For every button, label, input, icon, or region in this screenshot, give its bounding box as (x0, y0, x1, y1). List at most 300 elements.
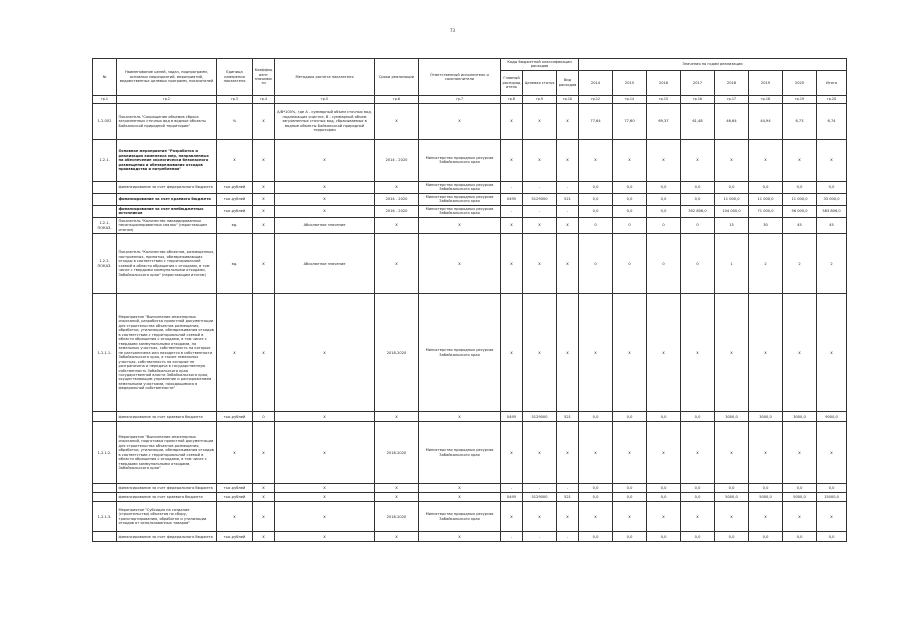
row-period-cell: X (375, 103, 419, 139)
row-year-value-cell: 11 000,0 (715, 193, 749, 205)
row-cs-cell: X (523, 502, 557, 532)
row-unit-cell: X (217, 422, 253, 484)
header-year: 2017 (681, 70, 715, 95)
row-year-value-cell: 0,0 (613, 193, 647, 205)
row-year-value-cell: X (613, 294, 647, 412)
row-coef-cell: X (253, 502, 275, 532)
row-period-cell: X (375, 532, 419, 542)
row-method-cell: X (275, 193, 375, 205)
row-executor-cell: Министерство природных ресурсов Забайкальского края (419, 422, 501, 484)
row-name-cell: финансирование за счет федерального бюджета (117, 532, 217, 542)
row-year-value-cell: 0 (579, 234, 613, 294)
table-row (93, 139, 847, 181)
header-total: Итого (817, 70, 847, 95)
row-period-cell: X (375, 412, 419, 422)
row-executor-cell: X (419, 532, 501, 542)
column-number: гр.15 (647, 95, 681, 103)
row-year-value-cell: X (749, 502, 783, 532)
header-name: Наименование целей, задач, подпрограмм, основных мероприятий, мероприятий, ведомственных целевых программ, показателей (117, 59, 217, 96)
row-year-value-cell: 0,0 (647, 412, 681, 422)
row-cs-cell: - (523, 205, 557, 217)
row-vr-cell: X (557, 217, 579, 233)
row-year-value-cell: 0,0 (647, 532, 681, 542)
row-total-cell: 9000,0 (817, 412, 847, 422)
row-gr-cell: - (501, 181, 523, 193)
table-row (93, 502, 847, 532)
row-name-cell: Показатель "Сокращение объемов сброса загрязненных сточных вод в водные объекты Байкальской природной территории" (117, 103, 217, 139)
row-year-value-cell: 2 (749, 234, 783, 294)
row-total-cell: 33 000,0 (817, 193, 847, 205)
row-year-value-cell: 0,0 (681, 412, 715, 422)
row-year-value-cell: 0,0 (715, 484, 749, 493)
row-total-cell: X (817, 502, 847, 532)
row-year-value-cell: X (647, 502, 681, 532)
row-vr-cell: X (557, 502, 579, 532)
row-coef-cell: X (253, 493, 275, 502)
row-executor-cell: Министерство природных ресурсов Забайкальского края (419, 502, 501, 532)
row-vr-cell: X (557, 103, 579, 139)
row-year-value-cell: 0,0 (579, 205, 613, 217)
header-period: Сроки реализации (375, 59, 419, 96)
column-number: гр.9 (523, 95, 557, 103)
row-method-cell: A/B*100%, где A - суммарный объем сточных вод, подлежащих очистке, B - суммарный объем загрязненных сточных вод, сбрасываемых в водные объекты Байкальской природной территории (275, 103, 375, 139)
row-year-value-cell: 45 (783, 217, 817, 233)
row-year-value-cell: X (715, 422, 749, 484)
row-coef-cell: X (253, 484, 275, 493)
row-year-value-cell: X (579, 502, 613, 532)
row-year-value-cell: 3000,0 (749, 412, 783, 422)
row-cs-cell: X (523, 294, 557, 412)
row-year-value-cell: X (783, 422, 817, 484)
row-year-value-cell: X (647, 294, 681, 412)
row-year-value-cell: X (613, 422, 647, 484)
row-coef-cell: X (253, 532, 275, 542)
row-period-cell: 2014 - 2020 (375, 193, 419, 205)
row-period-cell: X (375, 217, 419, 233)
row-vr-cell: 521 (557, 412, 579, 422)
row-period-cell: X (375, 493, 419, 502)
row-year-value-cell: 0,0 (681, 181, 715, 193)
row-gr-cell: X (501, 234, 523, 294)
column-number: гр.14 (613, 95, 647, 103)
row-year-value-cell: 71 000,0 (749, 205, 783, 217)
row-executor-cell: Министерство природных ресурсов Забайкальского края (419, 205, 501, 217)
row-year-value-cell: 77,60 (613, 103, 647, 139)
column-number: гр.5 (275, 95, 375, 103)
table-row (93, 532, 847, 542)
row-vr-cell: - (557, 181, 579, 193)
row-year-value-cell: 0,0 (647, 493, 681, 502)
row-executor-cell: X (419, 493, 501, 502)
row-method-cell: X (275, 205, 375, 217)
row-method-cell: X (275, 484, 375, 493)
row-coef-cell: X (253, 234, 275, 294)
row-year-value-cell: X (783, 139, 817, 181)
row-method-cell: X (275, 181, 375, 193)
row-unit-cell: X (217, 502, 253, 532)
row-year-value-cell: 0,0 (681, 532, 715, 542)
row-year-value-cell: X (681, 139, 715, 181)
row-unit-cell: тыс.рублей (217, 181, 253, 193)
row-number-cell (93, 205, 117, 217)
row-unit-cell: тыс.рублей (217, 193, 253, 205)
row-year-value-cell: 0,0 (579, 532, 613, 542)
row-year-value-cell: 0,0 (681, 484, 715, 493)
row-unit-cell: X (217, 139, 253, 181)
table-row (93, 422, 847, 484)
row-name-cell: Мероприятие "Субсидия на создание (строительство) объектов по сбору, транспортированию, обработке и утилизации отходов от использованных товаров" (117, 502, 217, 532)
column-number: гр.18 (749, 95, 783, 103)
column-number: гр.4 (253, 95, 275, 103)
row-year-value-cell: 1 (715, 234, 749, 294)
header-num: № (93, 59, 117, 96)
row-coef-cell: X (253, 217, 275, 233)
column-number: гр.1 (93, 95, 117, 103)
row-year-value-cell: X (783, 502, 817, 532)
row-year-value-cell: 46,64 (715, 103, 749, 139)
row-vr-cell: 521 (557, 493, 579, 502)
row-year-value-cell: X (681, 294, 715, 412)
row-year-value-cell: 0,0 (681, 493, 715, 502)
header-year: 2018 (715, 70, 749, 95)
row-year-value-cell: 0,0 (647, 484, 681, 493)
row-unit-cell: % (217, 103, 253, 139)
column-number: гр.7 (419, 95, 501, 103)
row-coef-cell: X (253, 205, 275, 217)
row-number-cell: 1.2.2. ПОКАЗ. (93, 234, 117, 294)
row-year-value-cell: 77,64 (579, 103, 613, 139)
row-year-value-cell: X (681, 502, 715, 532)
row-vr-cell: X (557, 422, 579, 484)
table-row (93, 234, 847, 294)
table-row (93, 181, 847, 193)
row-executor-cell: Министерство природных ресурсов Забайкальского края (419, 181, 501, 193)
header-cs: Целевая статья (523, 70, 557, 95)
row-vr-cell: X (557, 139, 579, 181)
row-year-value-cell: 0,0 (715, 181, 749, 193)
row-name-cell: финансирование за счет краевого бюджета (117, 493, 217, 502)
row-vr-cell: - (557, 484, 579, 493)
row-method-cell: X (275, 294, 375, 412)
row-vr-cell: X (557, 294, 579, 412)
row-year-value-cell: 0,0 (613, 532, 647, 542)
row-gr-cell: - (501, 205, 523, 217)
row-name-cell: финансирование за счет федерального бюджета (117, 484, 217, 493)
row-method-cell: Абсолютное значение (275, 217, 375, 233)
row-name-cell: финансирование за счет краевого бюджета (117, 412, 217, 422)
row-executor-cell: Министерство природных ресурсов Забайкальского края (419, 139, 501, 181)
row-name-cell: Показатель "Количество объектов, размещенных, построенных, принятых, обезвреживающих отходы в соответствии с территориальной схемой в области обращения с отходами, в том числе с твердыми коммунальными отходами, Забайкальского края" (нарастающим итогом) (117, 234, 217, 294)
program-table-sheet (92, 58, 846, 542)
row-gr-cell: X (501, 139, 523, 181)
row-gr-cell: 0495 (501, 193, 523, 205)
row-total-cell: X (817, 294, 847, 412)
header-unit: Единица измерения показателя (217, 59, 253, 96)
row-gr-cell: X (501, 217, 523, 233)
row-cs-cell: X (523, 217, 557, 233)
row-cs-cell: 5129000 (523, 193, 557, 205)
row-name-cell: финансирование за счет внебюджетных источников (117, 205, 217, 217)
row-name-cell: Мероприятие "Выполнение инженерных изысканий, разработка проектной документации для строительства объектов размещения, обработки, утилизации, обезвреживания отходов в соответствии с территориальной схемой в области обращения с отходами, в том числе с твердыми коммунальными отходами, на земельных участках, собственность на которые не разграничена или находится в собственности Забайкальского края, а также земельных участках, собственность на которые не разграничена и передача в государственную собственность Забайкальского края государственной власти Забайкальского края, осуществляющим управление и распоряжением земельными участками, находящимися в федеральной собственности" (117, 294, 217, 412)
row-cs-cell: - (523, 532, 557, 542)
row-year-value-cell: 0,0 (579, 493, 613, 502)
row-method-cell: X (275, 493, 375, 502)
row-year-value-cell: 3000,0 (783, 412, 817, 422)
table-body (93, 103, 847, 541)
row-number-cell (93, 193, 117, 205)
row-vr-cell: - (557, 205, 579, 217)
row-year-value-cell: 0,0 (783, 484, 817, 493)
row-cs-cell: - (523, 181, 557, 193)
row-year-value-cell: 11 000,0 (749, 193, 783, 205)
row-vr-cell: X (557, 234, 579, 294)
column-number: гр.2 (117, 95, 217, 103)
row-gr-cell: X (501, 294, 523, 412)
row-year-value-cell: 0,0 (647, 205, 681, 217)
row-number-cell (93, 412, 117, 422)
row-unit-cell: X (217, 294, 253, 412)
row-number-cell: 1.2.1.3. (93, 502, 117, 532)
column-number: гр.19 (783, 95, 817, 103)
row-year-value-cell: 0,0 (681, 193, 715, 205)
row-year-value-cell: X (647, 422, 681, 484)
row-year-value-cell: 30 (749, 217, 783, 233)
row-number-cell: 1.2.1.2. (93, 422, 117, 484)
row-year-value-cell: 0,0 (749, 181, 783, 193)
column-number: гр.16 (681, 95, 715, 103)
row-cs-cell: X (523, 139, 557, 181)
row-number-cell: 1.2.1.1. (93, 294, 117, 412)
row-coef-cell: X (253, 294, 275, 412)
row-vr-cell: 521 (557, 193, 579, 205)
row-year-value-cell: X (749, 422, 783, 484)
row-year-value-cell: 0,0 (613, 412, 647, 422)
row-coef-cell: X (253, 193, 275, 205)
column-number-row (93, 95, 847, 103)
row-year-value-cell: X (579, 422, 613, 484)
row-unit-cell: ед. (217, 234, 253, 294)
row-number-cell: 1.2.1. ПОКАЗ. (93, 217, 117, 233)
row-year-value-cell: 0,0 (579, 193, 613, 205)
program-table (92, 58, 847, 542)
row-name-cell: Мероприятие "Выполнение инженерных изысканий, подготовка проектной документации для строительства объектов размещения, обработки, утилизации, обезвреживания отходов в соответствии с территориальной схемой в области обращения с отходами, в том числе с твердыми коммунальными отходами, Забайкальского края" (117, 422, 217, 484)
row-year-value-cell: 3000,0 (715, 412, 749, 422)
row-year-value-cell: X (783, 294, 817, 412)
row-period-cell: 2018-2020 (375, 502, 419, 532)
column-number: гр.3 (217, 95, 253, 103)
row-cs-cell: X (523, 103, 557, 139)
row-cs-cell: 5129000 (523, 412, 557, 422)
row-name-cell: финансирование за счет краевого бюджета (117, 193, 217, 205)
row-year-value-cell: X (715, 502, 749, 532)
table-row (93, 493, 847, 502)
row-total-cell: X (817, 139, 847, 181)
column-number: гр.12 (579, 95, 613, 103)
column-number: гр.17 (715, 95, 749, 103)
row-year-value-cell: 352 806,0 (681, 205, 715, 217)
row-year-value-cell: 0,0 (579, 181, 613, 193)
row-year-value-cell: X (749, 294, 783, 412)
row-gr-cell: - (501, 484, 523, 493)
row-year-value-cell: 5000,0 (783, 493, 817, 502)
row-number-cell (93, 493, 117, 502)
row-number-cell (93, 532, 117, 542)
row-year-value-cell: 104 000,0 (715, 205, 749, 217)
row-year-value-cell: 0 (647, 234, 681, 294)
row-year-value-cell: 0,0 (579, 484, 613, 493)
row-period-cell: X (375, 484, 419, 493)
row-executor-cell: X (419, 484, 501, 493)
row-gr-cell: X (501, 502, 523, 532)
row-coef-cell: X (253, 139, 275, 181)
row-year-value-cell: X (579, 139, 613, 181)
header-year: 2019 (749, 70, 783, 95)
header-gr: Главный распорядитель (501, 70, 523, 95)
row-executor-cell: Министерство природных ресурсов Забайкальского края (419, 193, 501, 205)
row-year-value-cell: 0,0 (749, 484, 783, 493)
row-year-value-cell: 56 000,0 (783, 205, 817, 217)
row-vr-cell: - (557, 532, 579, 542)
row-year-value-cell: 0 (613, 217, 647, 233)
row-period-cell: 2018-2020 (375, 422, 419, 484)
row-year-value-cell: 0,0 (749, 532, 783, 542)
row-unit-cell: тыс.рублей (217, 205, 253, 217)
row-total-cell: X (817, 422, 847, 484)
row-total-cell: 583 806,0 (817, 205, 847, 217)
row-period-cell: X (375, 181, 419, 193)
row-total-cell: 0,0 (817, 484, 847, 493)
header-values-by-year: Значения по годам реализации (579, 59, 847, 71)
row-method-cell: X (275, 532, 375, 542)
header-vr: Вид расходов (557, 70, 579, 95)
row-year-value-cell: 0,0 (647, 193, 681, 205)
row-year-value-cell: 0,0 (613, 205, 647, 217)
row-year-value-cell: X (579, 294, 613, 412)
header-year: 2015 (613, 70, 647, 95)
row-total-cell: 2 (817, 234, 847, 294)
row-number-cell (93, 484, 117, 493)
header-executor: Ответственный исполнитель и соисполнители (419, 59, 501, 96)
row-year-value-cell: 5000,0 (749, 493, 783, 502)
table-row (93, 484, 847, 493)
row-cs-cell: X (523, 422, 557, 484)
table-row (93, 205, 847, 217)
row-period-cell: 2018-2020 (375, 294, 419, 412)
row-year-value-cell: 0,0 (613, 181, 647, 193)
header-year: 2020 (783, 70, 817, 95)
row-year-value-cell: 2 (783, 234, 817, 294)
row-executor-cell: X (419, 103, 501, 139)
row-cs-cell: X (523, 234, 557, 294)
row-executor-cell: X (419, 234, 501, 294)
row-year-value-cell: 0,0 (715, 532, 749, 542)
row-method-cell: X (275, 412, 375, 422)
row-cs-cell: - (523, 484, 557, 493)
row-year-value-cell: 0,0 (579, 412, 613, 422)
row-unit-cell: тыс.рублей (217, 412, 253, 422)
row-name-cell: Основное мероприятие "Разработка и реализация комплекса мер, направленных на обеспечение экологически безопасного размещения и обезвреживания отходов производства и потребления" (117, 139, 217, 181)
row-method-cell: X (275, 139, 375, 181)
row-year-value-cell: X (613, 502, 647, 532)
row-coef-cell: X (253, 103, 275, 139)
row-coef-cell: X (253, 181, 275, 193)
row-year-value-cell: 69,37 (647, 103, 681, 139)
row-year-value-cell: 15 (715, 217, 749, 233)
row-total-cell: 45 (817, 217, 847, 233)
row-period-cell: 2016 - 2020 (375, 205, 419, 217)
column-number: гр.8 (501, 95, 523, 103)
header-year: 2014 (579, 70, 613, 95)
row-period-cell: X (375, 234, 419, 294)
row-year-value-cell: 0 (647, 217, 681, 233)
row-year-value-cell: 11 000,0 (783, 193, 817, 205)
table-row (93, 217, 847, 233)
row-number-cell: 1.2.1. (93, 139, 117, 181)
row-method-cell: Абсолютное значение (275, 234, 375, 294)
row-gr-cell: X (501, 103, 523, 139)
page-number: 73 (449, 28, 456, 33)
column-number: гр.20 (817, 95, 847, 103)
header-year: 2016 (647, 70, 681, 95)
row-unit-cell: тыс.рублей (217, 493, 253, 502)
table-row (93, 412, 847, 422)
row-executor-cell: Министерство природных ресурсов Забайкальского края (419, 294, 501, 412)
row-cs-cell: 5129000 (523, 493, 557, 502)
row-total-cell: 15000,0 (817, 493, 847, 502)
row-year-value-cell: 0 (579, 217, 613, 233)
row-number-cell: 1.2.002 (93, 103, 117, 139)
row-year-value-cell: 61,48 (681, 103, 715, 139)
row-unit-cell: ед. (217, 217, 253, 233)
row-executor-cell: X (419, 217, 501, 233)
column-number: гр.6 (375, 95, 419, 103)
row-gr-cell: - (501, 532, 523, 542)
row-year-value-cell: 0,0 (613, 493, 647, 502)
row-unit-cell: тыс.рублей (217, 532, 253, 542)
row-total-cell: 6,74 (817, 103, 847, 139)
header-method: Методика расчета показателя (275, 59, 375, 96)
row-total-cell: 0,0 (817, 532, 847, 542)
row-year-value-cell: X (715, 139, 749, 181)
row-year-value-cell: 0,0 (783, 532, 817, 542)
row-number-cell (93, 181, 117, 193)
row-year-value-cell: 44,94 (749, 103, 783, 139)
row-year-value-cell: 0,0 (647, 181, 681, 193)
row-year-value-cell: 6,73 (783, 103, 817, 139)
row-coef-cell: 0 (253, 412, 275, 422)
header-budget-codes: Коды бюджетной классификации расходов (501, 59, 579, 71)
column-number: гр.10 (557, 95, 579, 103)
row-year-value-cell: X (613, 139, 647, 181)
table-row (93, 193, 847, 205)
table-row (93, 294, 847, 412)
row-executor-cell: X (419, 412, 501, 422)
row-unit-cell: тыс.рублей (217, 484, 253, 493)
row-coef-cell: X (253, 422, 275, 484)
row-gr-cell: 0495 (501, 493, 523, 502)
row-year-value-cell: 0,0 (783, 181, 817, 193)
row-name-cell: Показатель "Количество ликвидированных несанкционированных свалок" (нарастающим итогом) (117, 217, 217, 233)
row-year-value-cell: 0 (681, 217, 715, 233)
header-coef: Коэффициент значимости (253, 59, 275, 96)
row-year-value-cell: X (681, 422, 715, 484)
row-year-value-cell: X (749, 139, 783, 181)
table-row (93, 103, 847, 139)
row-year-value-cell: 0,0 (613, 484, 647, 493)
row-year-value-cell: X (715, 294, 749, 412)
row-year-value-cell: 5000,0 (715, 493, 749, 502)
row-method-cell: X (275, 422, 375, 484)
